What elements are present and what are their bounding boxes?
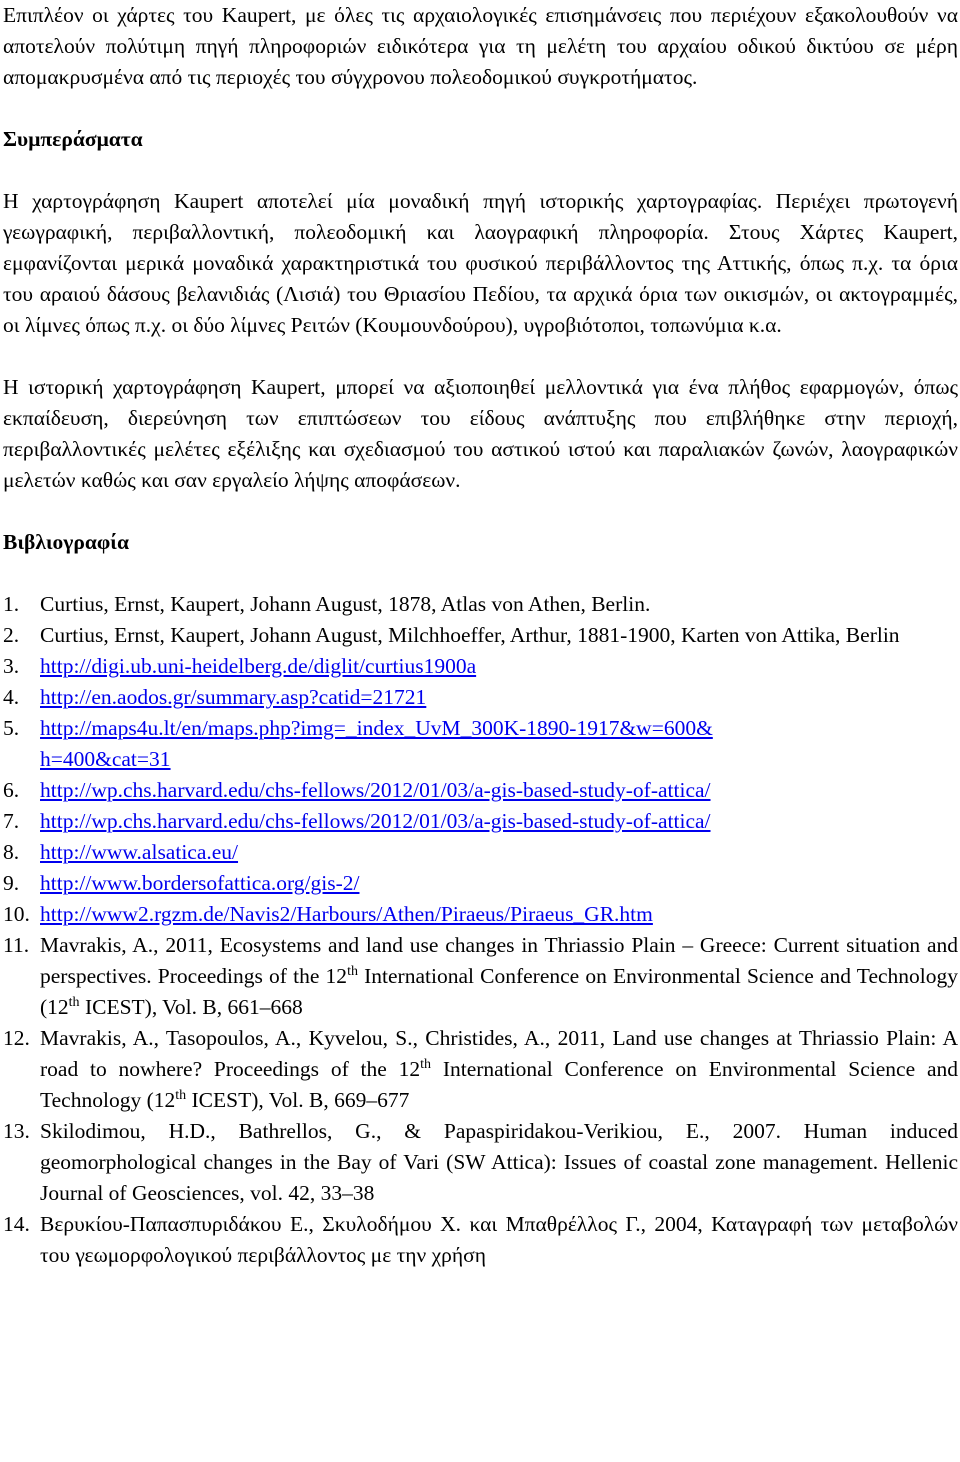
list-item — [3, 1209, 958, 1271]
list-item — [3, 930, 958, 1023]
reference-number: 5. — [3, 716, 20, 740]
list-item — [3, 589, 958, 620]
list-item — [3, 837, 958, 868]
reference-number: 13. — [3, 1119, 30, 1143]
reference-number: 9. — [3, 871, 20, 895]
reference-text: Curtius, Ernst, Kaupert, Johann August, 1878, Atlas von Athen, Berlin. — [40, 592, 651, 616]
bibliography-list — [3, 589, 958, 1271]
reference-text-part: Mavrakis, A., 2011, Ecosystems and land use changes in Thriassio Plain – Greece: Current situation and perspectives. Proceedings of the 12 — [40, 933, 958, 988]
reference-number: 11. — [3, 933, 30, 957]
list-item — [3, 620, 958, 651]
list-item — [3, 806, 958, 837]
reference-number: 1. — [3, 592, 20, 616]
bibliography-heading: Βιβλιογραφία — [3, 530, 129, 554]
reference-text-part: ICEST), Vol. B, 669–677 — [186, 1088, 410, 1112]
superscript: th — [68, 994, 80, 1010]
spacer — [3, 558, 958, 589]
intro-paragraph: Επιπλέον οι χάρτες του Kaupert, με όλες τις αρχαιολογικές επισημάνσεις που περιέχουν εξακολουθούν να αποτελούν πολύτιμη πηγή πληροφοριών ειδικότερα για τη μελέτη του αρχαίου οδικού δικτύου σε μέρη απομακρυσμένα από τις περιοχές του σύγχρονου πολεοδομικού συγκροτήματος. — [3, 3, 958, 89]
list-item — [3, 775, 958, 806]
reference-number: 10. — [3, 902, 30, 926]
spacer — [3, 155, 958, 186]
reference-number: 7. — [3, 809, 20, 833]
list-item — [3, 868, 958, 899]
reference-number: 3. — [3, 654, 20, 678]
conclusions-heading: Συμπεράσματα — [3, 127, 143, 151]
reference-link[interactable]: http://wp.chs.harvard.edu/chs-fellows/2012/01/03/a-gis-based-study-of-attica/ — [40, 778, 711, 802]
spacer — [3, 93, 958, 124]
reference-link[interactable]: http://www2.rgzm.de/Navis2/Harbours/Athen/Piraeus/Piraeus_GR.htm — [40, 902, 653, 926]
document-page — [3, 0, 958, 1271]
reference-number: 14. — [3, 1212, 30, 1236]
reference-text-part: Mavrakis, A., Tasopoulos, A., Kyvelou, S., Christides, A., 2011, Land use changes at Thriassio Plain: A road to nowhere? Proceedings of the 12 — [40, 1026, 958, 1081]
superscript: th — [175, 1087, 187, 1103]
reference-number: 4. — [3, 685, 20, 709]
conclusions-paragraph-1: Η χαρτογράφηση Kaupert αποτελεί μία μοναδική πηγή ιστορικής χαρτογραφίας. Περιέχει πρωτογενή γεωγραφική, περιβαλλοντική, πολεοδομική και λαογραφική πληροφορία. Στους Χάρτες Kaupert, εμφανίζονται μερικά μοναδικά χαρακτηριστικά του φυσικού περιβάλλοντος της Αττικής, όπως π.χ. τα όρια του αραιού δάσους βελανιδιάς (Λισιά) του Θριασίου Πεδίου, τα αρχικά όρια των οικισμών, οι ακτογραμμές, οι λίμνες όπως π.χ. οι δύο λίμνες Ρειτών (Κουμουνδούρου), υγροβιότοποι, τοπωνύμια κ.α. — [3, 189, 958, 337]
reference-text-part: ICEST), Vol. B, 661–668 — [79, 995, 303, 1019]
list-item — [3, 651, 958, 682]
reference-text-part: International Conference on Environmental Science and Technology (12 — [40, 1057, 958, 1112]
reference-text-part: International Conference on Environmental Science and Technology (12 — [40, 964, 958, 1019]
reference-link[interactable]: http://www.alsatica.eu/ — [40, 840, 239, 864]
conclusions-paragraph-2: Η ιστορική χαρτογράφηση Kaupert, μπορεί να αξιοποιηθεί μελλοντικά για ένα πλήθος εφαρμογών, όπως εκπαίδευση, διερεύνηση των επιπτώσεων του είδους ανάπτυξης που επιβλήθηκε στην περιοχή, περιβαλλοντικές μελέτες εξέλιξης και σχεδιασμού του αστικού ιστού και παραλιακών ζωνών, λαογραφικών μελετών καθώς και σαν εργαλείο λήψης αποφάσεων. — [3, 375, 958, 492]
reference-number: 2. — [3, 623, 20, 647]
reference-link[interactable]: http://en.aodos.gr/summary.asp?catid=21721 — [40, 685, 427, 709]
superscript: th — [420, 1056, 432, 1072]
reference-text: Skilodimou, H.D., Bathrellos, G., & Papaspiridakou-Verikiou, E., 2007. Human induced geomorphological changes in the Bay of Vari (SW Attica): Issues of coastal zone management. Hellenic Journal of Geosciences, vol. 42, 33–38 — [40, 1119, 958, 1205]
reference-text: Curtius, Ernst, Kaupert, Johann August, Milchhoeffer, Arthur, 1881-1900, Karten von Attika, Berlin — [40, 623, 900, 647]
reference-text — [40, 930, 958, 1023]
reference-link[interactable]: http://www.bordersofattica.org/gis-2/ — [40, 871, 360, 895]
reference-number: 8. — [3, 840, 20, 864]
list-item — [3, 899, 958, 930]
list-item — [3, 1023, 958, 1116]
reference-number: 6. — [3, 778, 20, 802]
reference-number: 12. — [3, 1026, 30, 1050]
spacer — [3, 496, 958, 527]
reference-link[interactable]: http://maps4u.lt/en/maps.php?img=_index_UvM_300K-1890-1917&w=600&h=400&cat=31 — [40, 716, 713, 771]
reference-text — [40, 1023, 958, 1116]
reference-link[interactable]: http://wp.chs.harvard.edu/chs-fellows/2012/01/03/a-gis-based-study-of-attica/ — [40, 809, 711, 833]
list-item — [3, 682, 958, 713]
superscript: th — [347, 963, 358, 979]
reference-text: Βερυκίου-Παπασπυριδάκου Ε., Σκυλοδήμου Χ. και Μπαθρέλλος Γ., 2004, Καταγραφή των μεταβολών του γεωμορφολογικού περιβάλλοντος με την χρήση — [40, 1212, 958, 1267]
list-item — [3, 1116, 958, 1209]
list-item — [3, 713, 958, 775]
reference-link[interactable]: http://digi.ub.uni-heidelberg.de/diglit/curtius1900a — [40, 654, 477, 678]
spacer — [3, 341, 958, 372]
